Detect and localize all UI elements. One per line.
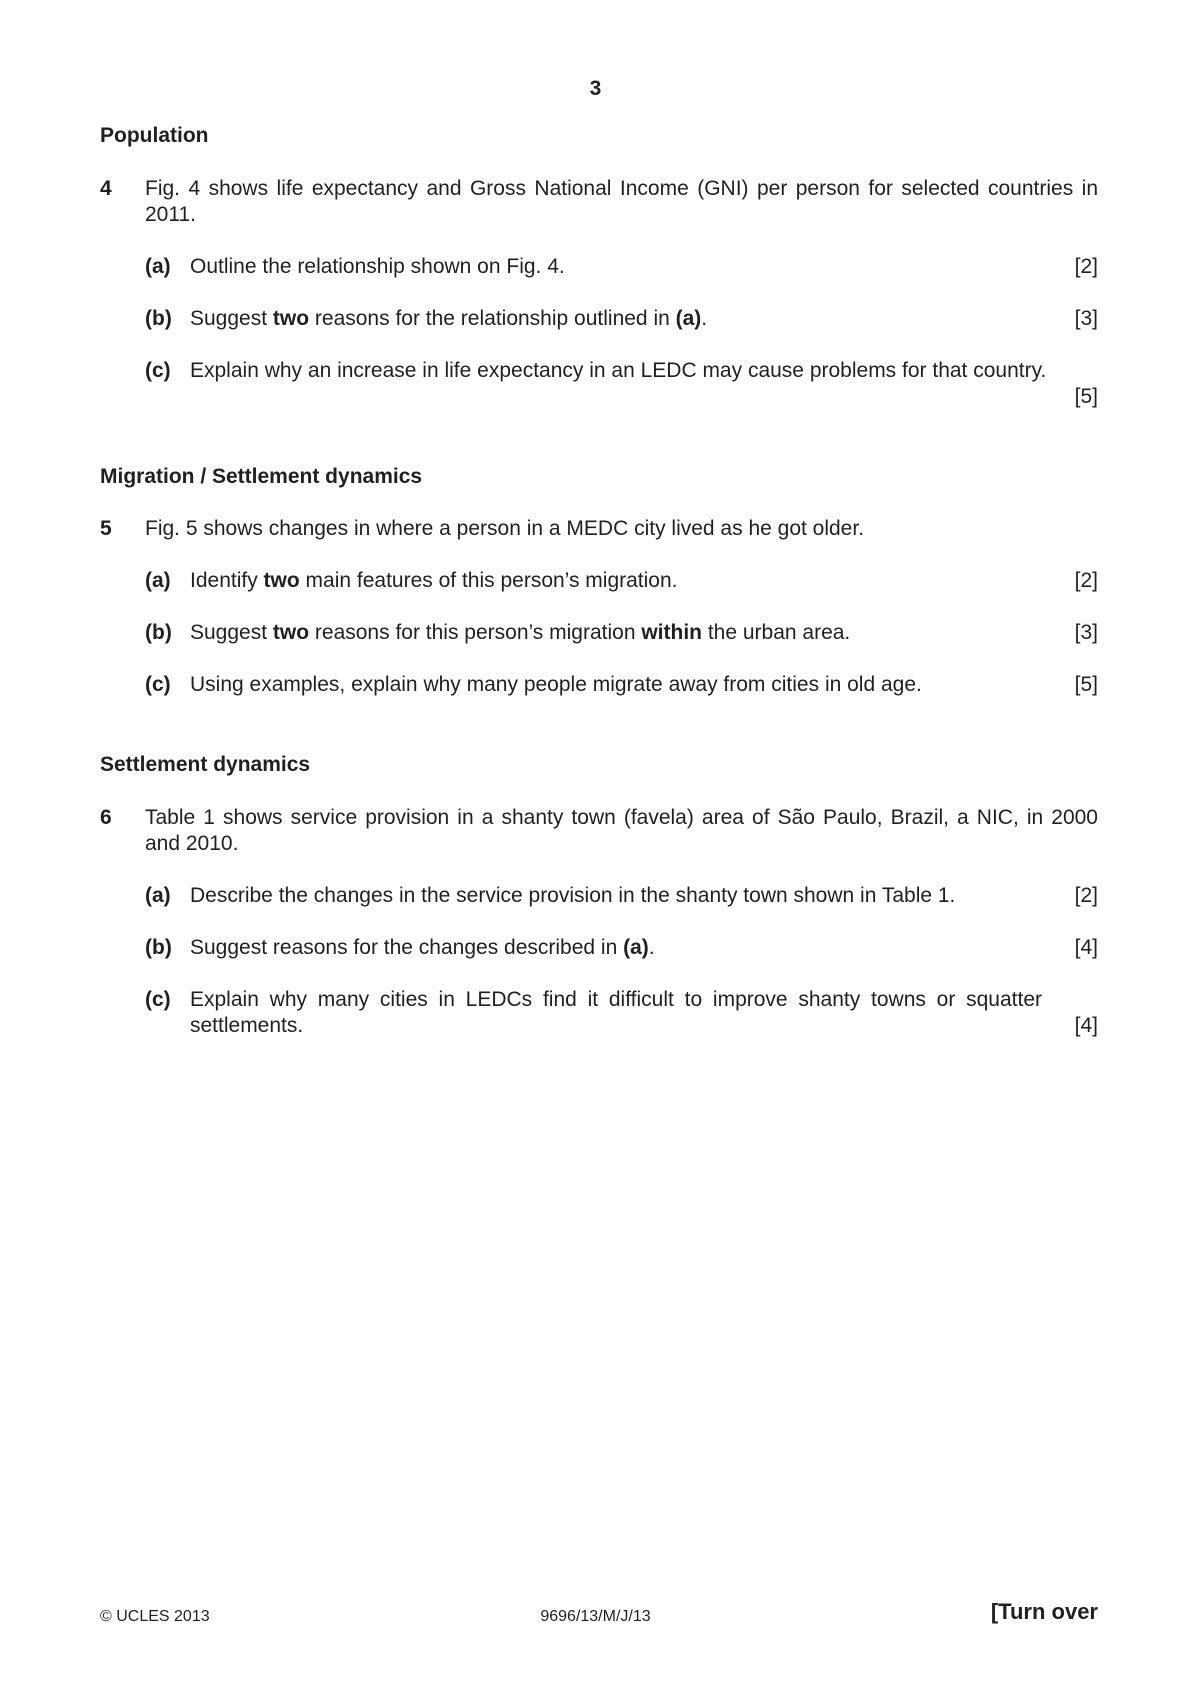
- marks: [2]: [1074, 569, 1098, 592]
- part-text: [190, 306, 1098, 332]
- question-part-a: [145, 254, 1098, 280]
- question-part-b: [145, 935, 1098, 961]
- part-text: [190, 935, 1098, 961]
- question-part-c: [145, 672, 1098, 698]
- marks: [4]: [1074, 1014, 1098, 1037]
- text-run: Suggest: [190, 621, 273, 644]
- question-part-a: [145, 883, 1098, 909]
- marks: [5]: [1074, 385, 1098, 408]
- emphasis: (a): [675, 307, 702, 330]
- question-part-b: [145, 306, 1098, 332]
- part-label: (c): [145, 988, 171, 1011]
- question-part-c: [145, 358, 1098, 410]
- question-4: [100, 176, 1098, 410]
- footer-copyright: © UCLES 2013: [100, 1608, 210, 1625]
- marks: [3]: [1074, 307, 1098, 330]
- marks: [5]: [1074, 673, 1098, 696]
- question-stem: Table 1 shows service provision in a shanty town (favela) area of São Paulo, Brazil, a NIC, in 2000 and 2010.: [145, 806, 1098, 855]
- part-text: [190, 620, 1098, 646]
- page-number: 3: [589, 77, 602, 100]
- question-number: 4: [100, 177, 112, 200]
- part-label: (c): [145, 359, 171, 382]
- emphasis: two: [272, 307, 310, 330]
- part-label: (a): [145, 569, 171, 592]
- part-label: (b): [145, 936, 172, 959]
- question-6: [100, 805, 1098, 1039]
- section-heading-settlement: Settlement dynamics: [100, 753, 311, 776]
- question-part-a: [145, 568, 1098, 594]
- part-text: Explain why many cities in LEDCs find it difficult to improve shanty towns or squatter settlements.: [190, 988, 1042, 1037]
- question-part-b: [145, 620, 1098, 646]
- marks: [4]: [1074, 936, 1098, 959]
- part-text: Explain why an increase in life expectancy in an LEDC may cause problems for that country.: [190, 359, 1047, 382]
- section-heading-migration: Migration / Settlement dynamics: [100, 465, 423, 488]
- part-label: (b): [145, 307, 172, 330]
- text-run: the urban area.: [702, 621, 851, 644]
- emphasis: within: [641, 621, 702, 644]
- emphasis: two: [263, 569, 300, 592]
- part-text: Using examples, explain why many people migrate away from cities in old age.: [190, 673, 922, 696]
- question-number: 6: [100, 806, 112, 829]
- question-part-c: [145, 987, 1098, 1039]
- emphasis: (a): [623, 936, 649, 959]
- marks: [2]: [1074, 884, 1098, 907]
- marks: [2]: [1074, 255, 1098, 278]
- footer-turn-over: [Turn over: [990, 1599, 1098, 1624]
- question-stem: Fig. 5 shows changes in where a person in a MEDC city lived as he got older.: [145, 517, 865, 540]
- question-stem: Fig. 4 shows life expectancy and Gross National Income (GNI) per person for selected countries in 2011.: [145, 177, 1098, 226]
- footer-paper-code: 9696/13/M/J/13: [540, 1608, 651, 1625]
- part-label: (b): [145, 621, 172, 644]
- text-run: .: [701, 307, 708, 330]
- part-text: [190, 568, 1098, 594]
- question-5: [100, 516, 1098, 698]
- section-heading-population: Population: [100, 124, 209, 147]
- part-label: (c): [145, 673, 171, 696]
- part-label: (a): [145, 255, 171, 278]
- question-number: 5: [100, 517, 112, 540]
- part-label: (a): [145, 884, 171, 907]
- marks-line: [190, 384, 1098, 410]
- part-text: Outline the relationship shown on Fig. 4.: [190, 255, 565, 278]
- marks: [3]: [1074, 621, 1098, 644]
- text-run: Suggest: [190, 307, 273, 330]
- text-run: reasons for this person’s migration: [309, 621, 642, 644]
- text-run: Suggest reasons for the changes described in: [190, 936, 624, 959]
- emphasis: two: [272, 621, 310, 644]
- text-run: main features of this person’s migration.: [299, 569, 678, 592]
- part-text: Describe the changes in the service provision in the shanty town shown in Table 1.: [190, 884, 956, 907]
- text-run: .: [648, 936, 655, 959]
- text-run: reasons for the relationship outlined in: [309, 307, 676, 330]
- text-run: Identify: [190, 569, 264, 592]
